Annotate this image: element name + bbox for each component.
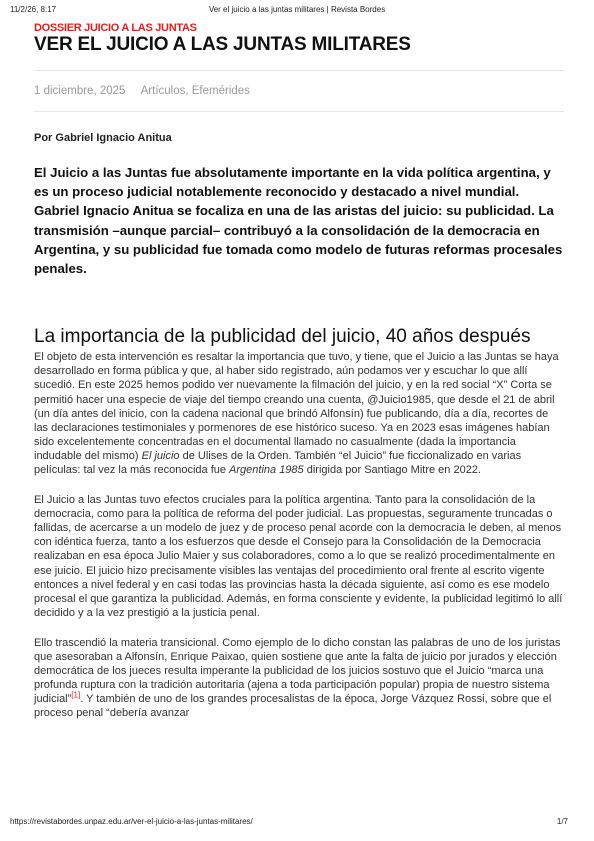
paragraph-text: . Y también de uno de los grandes procesalistas de la época, Jorge Vázquez Rossi, sobre que el proceso penal “debería avanzar bbox=[34, 693, 552, 720]
film-title-el-juicio: El juicio bbox=[141, 449, 180, 462]
post-meta bbox=[34, 71, 564, 111]
dossier-kicker-link[interactable]: DOSSIER JUICIO A LAS JUNTAS bbox=[34, 22, 197, 34]
article bbox=[34, 22, 564, 720]
film-title-argentina-1985: Argentina 1985 bbox=[229, 463, 304, 476]
print-url: https://revistabordes.unpaz.edu.ar/ver-el-juicio-a-las-juntas-militares/ bbox=[10, 817, 253, 826]
lead-paragraph: El Juicio a las Juntas fue absolutamente importante en la vida política argentina, y es un proceso judicial notablemente reconocido y destacado a nivel mundial. Gabriel Ignacio Anitua se focaliza en una de las aristas del juicio: su publicidad. La transmisión –aunque parcial– contribuyó a la consolidación de la democracia en Argentina, y su publicidad fue tomada como modelo de futuras reformas procesales penales. bbox=[34, 165, 563, 277]
body-paragraph-3 bbox=[34, 636, 564, 721]
divider bbox=[34, 111, 564, 112]
paragraph-text: El objeto de esta intervención es resaltar la importancia que tuvo, y tiene, que el Juicio a las Juntas se haya desarrollado en forma pública y que, al haber sido registrado, aún podamos ver y escuchar lo que allí sucedió. En este 2025 hemos podido ver nuevamente la filmación del juicio, y en la red social “X” Corta se permitió hacer una especie de viaje del tiempo creando una cuenta, @Juicio1985, que desde el 21 de abril (un día antes del inicio, con la cadena nacional que brindó Alfonsín) fue publicando, día a día, recortes de las declaraciones testimoniales y pormenores de ese histórico suceso. Ya en 2023 esas imágenes habían sido excelentemente concentradas en el documental llamado no casualmente (dada la importancia indudable del mismo) bbox=[34, 351, 559, 462]
print-date: 11/2/26, 8:17 bbox=[10, 5, 57, 14]
print-page-title: Ver el juicio a las juntas militares | Revista Bordes bbox=[208, 5, 386, 14]
body-paragraph-2: El Juicio a las Juntas tuvo efectos cruciales para la política argentina. Tanto para la consolidación de la democracia, como para la política de reforma del poder judicial. Las propuestas, seguramente truncadas o fallidas, de acercarse a un modelo de juez y de proceso penal acorde con la democracia le deben, al menos con idéntica fuerza, tanto a los esfuerzos que desde el Consejo para la Consolidación de la Democracia realizaban en esa época Julio Maier y sus colaboradores, como a lo que se realizó procedimentalmente en ese juicio. El juicio hizo precisamente visibles las ventajas del procedimiento oral frente al escrito vigente entonces a nivel federal y en casi todas las provincias hasta la década siguiente, así como es ese modelo procesal el que garantiza la publicidad. Además, en forma consciente y evidente, la publicidad legitimó lo allí decidido y a la vez prestigió a la justicia penal. bbox=[34, 494, 563, 619]
byline: Por Gabriel Ignacio Anitua bbox=[34, 132, 172, 144]
paragraph-text: dirigida por Santiago Mitre en 2022. bbox=[303, 463, 482, 476]
paragraph-text: de Ulises de la Orden. También “el Juicio” fue ficcionalizado en varias películas: tal vez la más reconocida fue bbox=[34, 449, 522, 476]
paragraph-text: Ello trascendió la materia transicional. Como ejemplo de lo dicho constan las palabras de uno de los juristas que asesoraban a Alfonsín, Enrique Paixao, quien sostiene que ante la falta de juicio por jurados y elección democrática de los jueces resulta imperante la publicidad de los juicios sostuvo que el Juicio “marca una profunda ruptura con la tradición autoritaria (ajena a toda participación popular) propia de nuestro sistema judicial” bbox=[34, 636, 561, 706]
footnote-link[interactable]: [1] bbox=[71, 690, 81, 700]
section-heading: La importancia de la publicidad del juicio, 40 años después bbox=[34, 326, 531, 348]
article-title: VER EL JUICIO A LAS JUNTAS MILITARES bbox=[34, 34, 411, 55]
post-date-link[interactable]: 1 diciembre, 2025 bbox=[34, 85, 126, 97]
body-paragraph-1 bbox=[34, 350, 564, 477]
post-categories-link[interactable]: Artículos, Efemérides bbox=[140, 85, 250, 97]
page-number: 1/7 bbox=[556, 817, 568, 826]
